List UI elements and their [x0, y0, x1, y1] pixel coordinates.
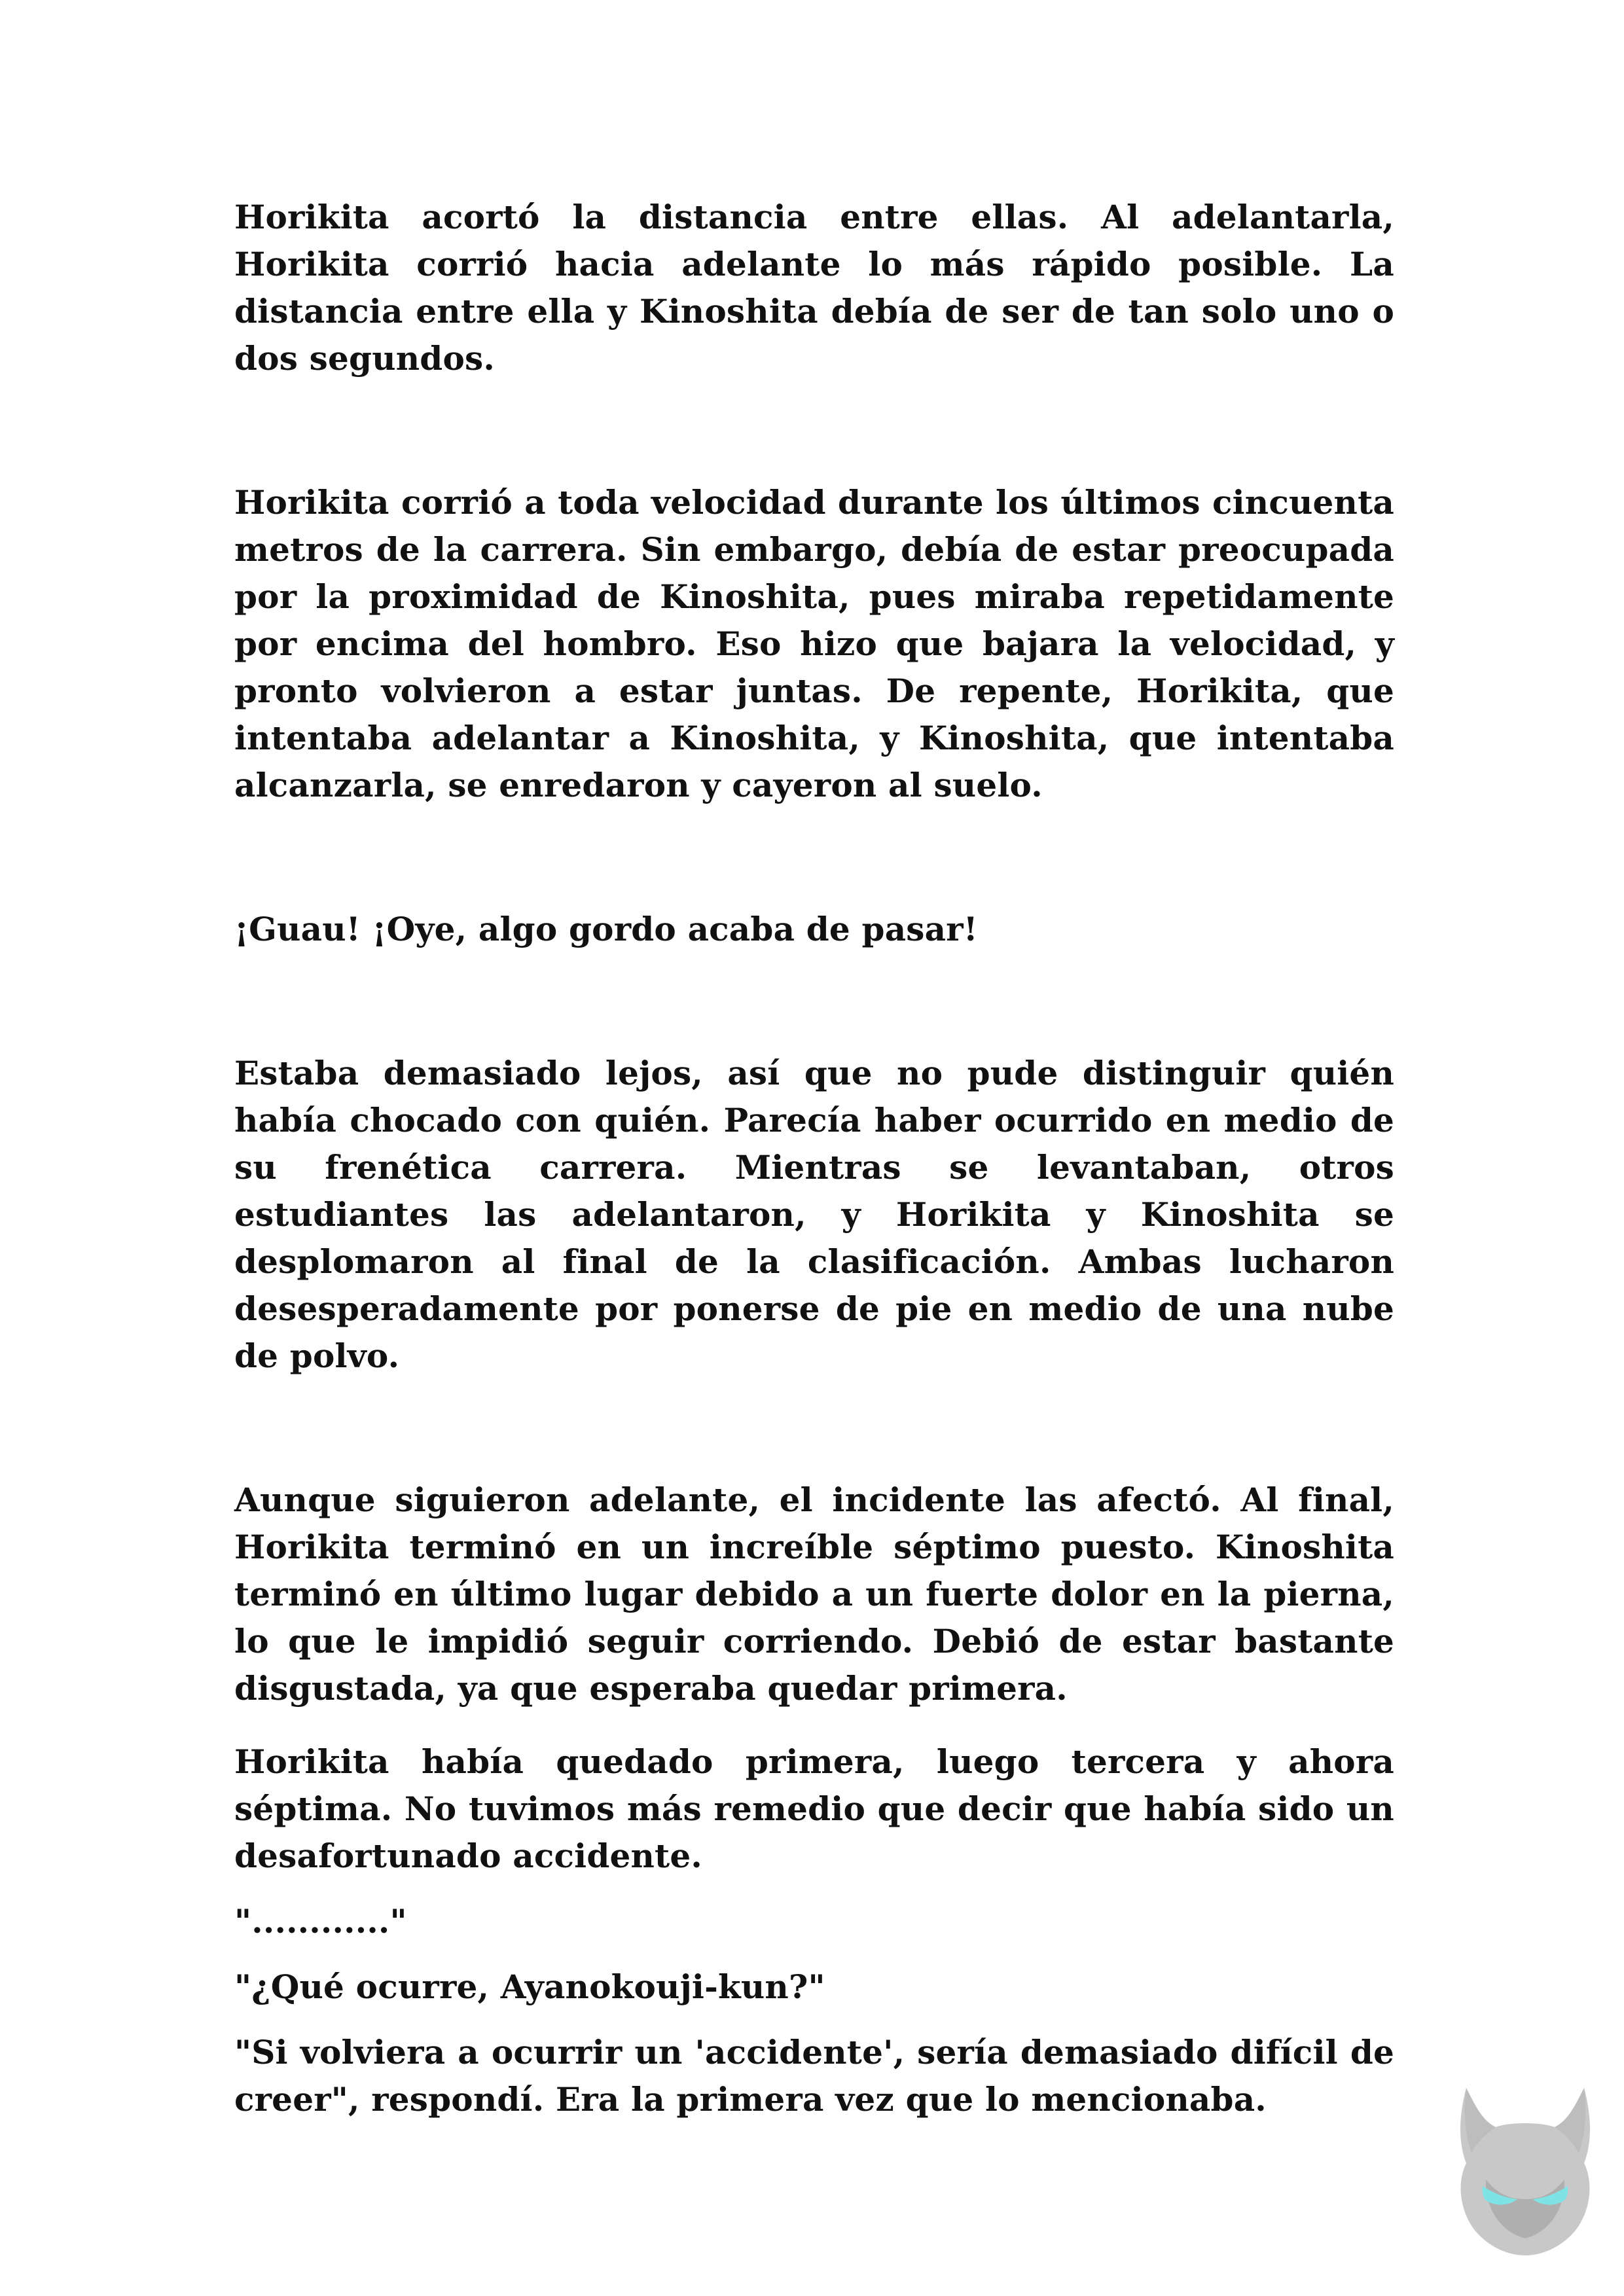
paragraph-5: Aunque siguieron adelante, el incidente las afectó. Al final, Horikita terminó en un increíble séptimo puesto. Kinoshita terminó en último lugar debido a un fuerte dolor en la pierna, lo que le impidió seguir corriendo. Debió de estar bastante disgustada, ya que esperaba quedar primera.: [234, 1480, 1394, 1708]
paragraph-3-exclamation: ¡Guau! ¡Oye, algo gordo acaba de pasar!: [234, 910, 978, 948]
document-body: [234, 194, 1394, 2123]
paragraph-1: Horikita acortó la distancia entre ellas. Al adelantarla, Horikita corrió hacia adelante lo más rápido posible. La distancia entre ella y Kinoshita debía de ser de tan solo uno o dos segundos.: [234, 198, 1394, 378]
paragraph-4: Estaba demasiado lejos, así que no pude distinguir quién había chocado con quién. Parecía haber ocurrido en medio de su frenética carrera. Mientras se levantaban, otros estudiantes las adelantaron, y Horikita y Kinoshita se desplomaron al final de la clasificación. Ambas lucharon desesperadamente por ponerse de pie en medio de una nube de polvo.: [234, 1054, 1394, 1375]
paragraph-6: Horikita había quedado primera, luego tercera y ahora séptima. No tuvimos más remedio que decir que había sido un desafortunado accidente.: [234, 1742, 1394, 1875]
paragraph-2: Horikita corrió a toda velocidad durante los últimos cincuenta metros de la carrera. Sin embargo, debía de estar preocupada por la proximidad de Kinoshita, pues miraba repetidamente por encima del hombro. Eso hizo que bajara la velocidad, y pronto volvieron a estar juntas. De repente, Horikita, que intentaba adelantar a Kinoshita, y Kinoshita, que intentaba alcanzarla, se enredaron y cayeron al suelo.: [234, 483, 1394, 804]
dialogue-ellipsis: "............": [234, 1902, 407, 1941]
demon-mask-icon: [1447, 2081, 1604, 2258]
dialogue-reply: "Si volviera a ocurrir un 'accidente', sería demasiado difícil de creer", respondí. Era la primera vez que lo mencionaba.: [234, 2033, 1394, 2119]
dialogue-question: "¿Qué ocurre, Ayanokouji-kun?": [234, 1967, 825, 2006]
